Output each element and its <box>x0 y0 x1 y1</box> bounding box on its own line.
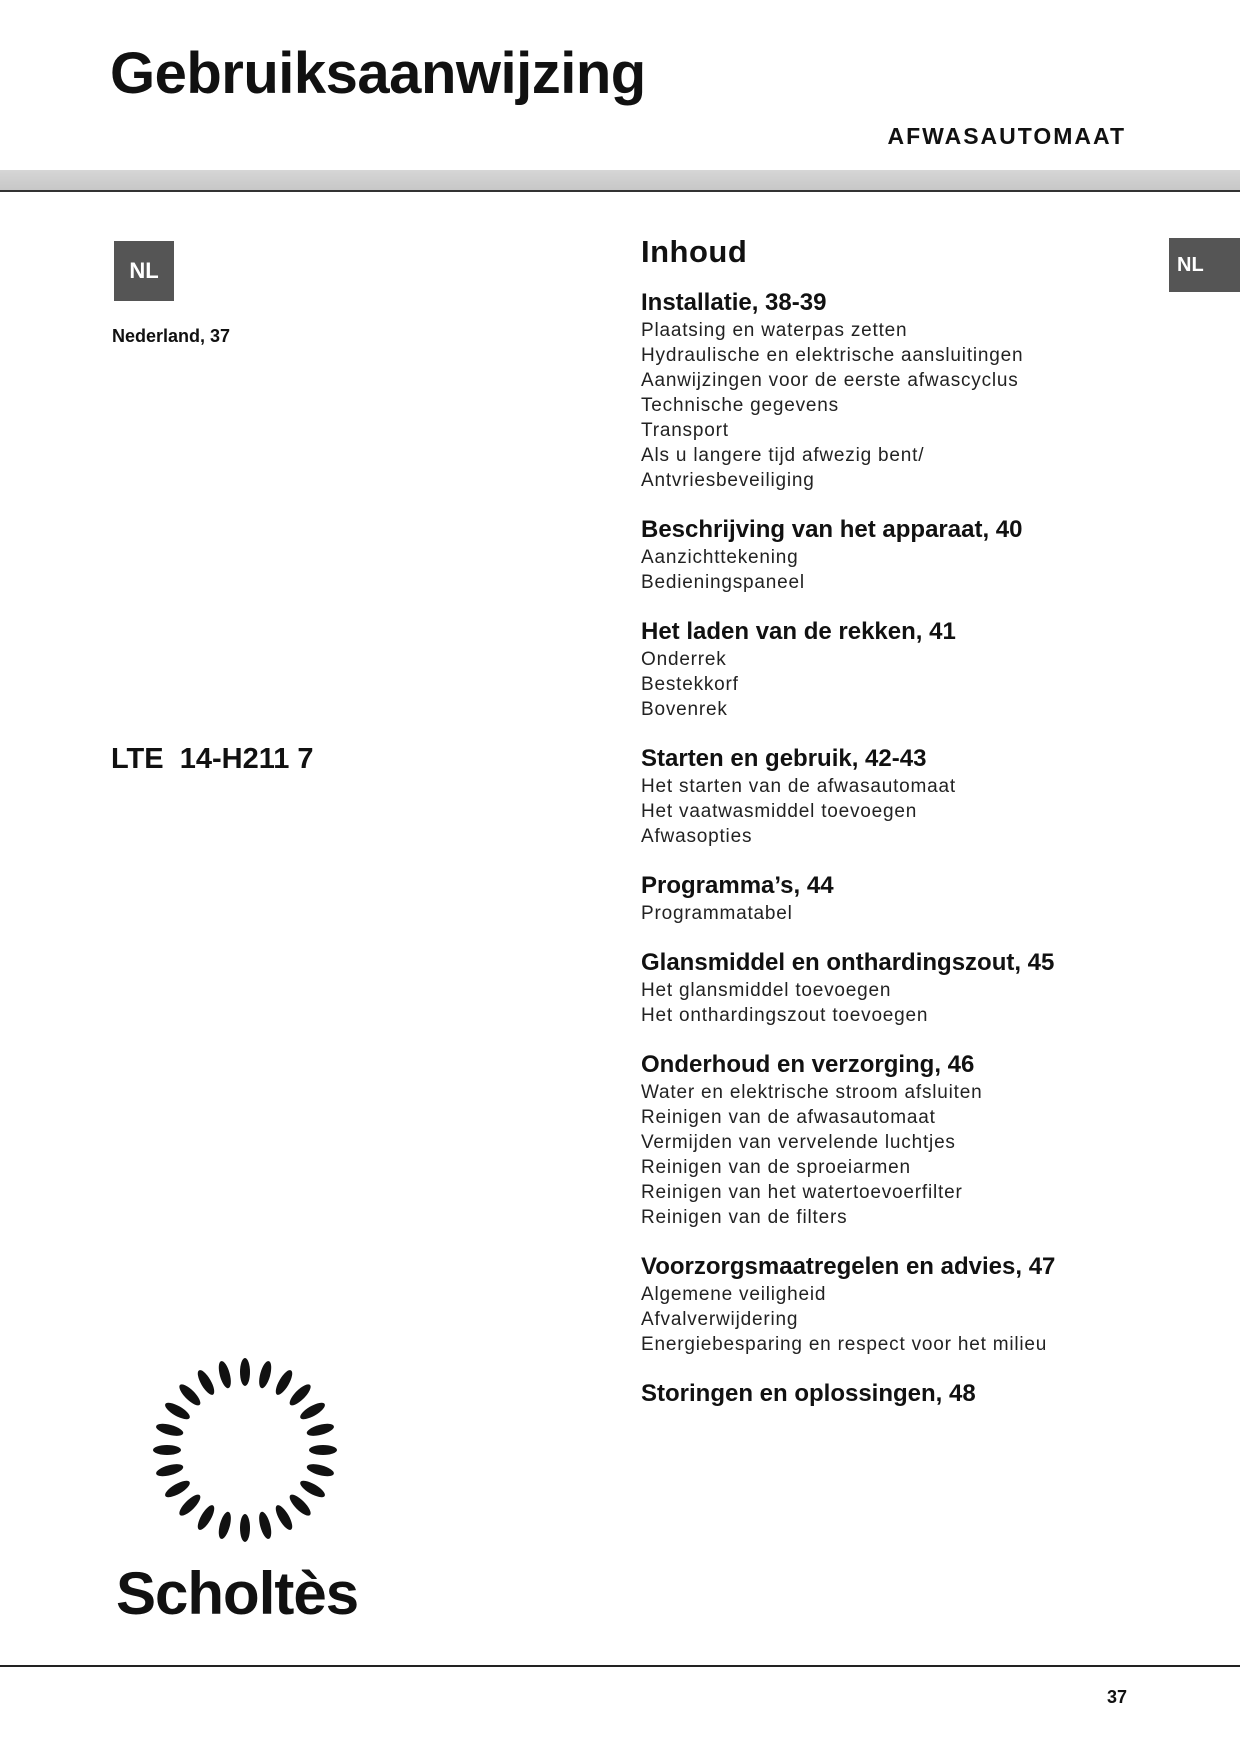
toc-item: Onderrek <box>641 649 727 670</box>
toc-item: Aanwijzingen voor de eerste afwascyclus <box>641 370 1019 391</box>
toc-section <box>641 871 1161 926</box>
logo-ray <box>195 1368 218 1397</box>
toc-section-title: Onderhoud en verzorging, 46 <box>641 1051 975 1078</box>
logo-ray <box>298 1478 327 1501</box>
toc-section-items <box>641 647 1161 722</box>
toc-section-title: Storingen en oplossingen, 48 <box>641 1380 976 1407</box>
toc-section-items <box>641 901 1161 926</box>
toc-section-items <box>641 545 1161 595</box>
logo-ray <box>306 1462 336 1479</box>
logo-ray <box>155 1421 185 1438</box>
logo-ray <box>273 1368 296 1397</box>
toc-section-items <box>641 318 1161 493</box>
toc-item: Het vaatwasmiddel toevoegen <box>641 801 918 822</box>
logo-ray <box>176 1381 203 1408</box>
toc-item: Reinigen van de sproeiarmen <box>641 1157 911 1178</box>
toc-section <box>641 948 1161 1028</box>
toc-item: Antvriesbeveiliging <box>641 470 815 491</box>
toc-section-title: Installatie, 38-39 <box>641 289 827 316</box>
logo-ray <box>240 1514 250 1542</box>
toc-section-title: Beschrijving van het apparaat, 40 <box>641 516 1023 543</box>
toc-section-title: Voorzorgsmaatregelen en advies, 47 <box>641 1253 1056 1280</box>
logo-ray <box>257 1511 274 1541</box>
language-badge: NL <box>114 241 174 301</box>
brand-name: Scholtès <box>116 1560 359 1626</box>
toc-item: Het onthardingszout toevoegen <box>641 1005 929 1026</box>
logo-ray <box>153 1445 181 1455</box>
toc-sections <box>641 288 1161 1409</box>
toc-section-title: Glansmiddel en onthardingszout, 45 <box>641 949 1055 976</box>
toc-item: Reinigen van de filters <box>641 1207 848 1228</box>
toc-item: Afwasopties <box>641 826 753 847</box>
logo-ray <box>195 1503 218 1532</box>
toc-section-items <box>641 978 1161 1028</box>
logo-ray <box>155 1462 185 1479</box>
toc-section-items <box>641 1080 1161 1230</box>
toc-section <box>641 1252 1161 1357</box>
logo-ray <box>216 1360 233 1390</box>
toc-section <box>641 617 1161 722</box>
toc-item: Reinigen van het watertoevoerfilter <box>641 1182 963 1203</box>
toc-section-title: Starten en gebruik, 42-43 <box>641 745 927 772</box>
toc-section <box>641 1379 1161 1409</box>
toc-item: Afvalverwijdering <box>641 1309 799 1330</box>
logo-ray <box>273 1503 296 1532</box>
toc-section-title: Het laden van de rekken, 41 <box>641 618 956 645</box>
toc-item: Technische gegevens <box>641 395 839 416</box>
logo-ray <box>163 1478 192 1501</box>
page-number: 37 <box>1106 1687 1127 1707</box>
toc-section <box>641 744 1161 849</box>
toc-item: Programmatabel <box>641 903 793 924</box>
logo-ray <box>240 1358 250 1386</box>
sun-burst-logo-icon <box>153 1358 337 1542</box>
toc-item: Algemene veiligheid <box>641 1284 827 1305</box>
language-side-tab: NL <box>1169 238 1240 292</box>
logo-ray <box>176 1492 203 1519</box>
toc-item: Energiebesparing en respect voor het milieu <box>641 1334 1048 1355</box>
toc-section <box>641 288 1161 493</box>
toc-item: Als u langere tijd afwezig bent/ <box>641 445 925 466</box>
toc-item: Bedieningspaneel <box>641 572 805 593</box>
toc-item: Bovenrek <box>641 699 728 720</box>
table-of-contents <box>641 234 1161 1431</box>
toc-section-items <box>641 1282 1161 1357</box>
toc-item: Vermijden van vervelende luchtjes <box>641 1132 956 1153</box>
logo-ray <box>309 1445 337 1455</box>
logo-ray <box>287 1492 314 1519</box>
toc-section <box>641 1050 1161 1230</box>
logo-ray <box>216 1511 233 1541</box>
toc-section <box>641 515 1161 595</box>
toc-section-items <box>641 774 1161 849</box>
toc-item: Aanzichttekening <box>641 547 799 568</box>
toc-item: Hydraulische en elektrische aansluitingen <box>641 345 1024 366</box>
toc-section-title: Programma’s, 44 <box>641 872 834 899</box>
toc-item: Plaatsing en waterpas zetten <box>641 320 908 341</box>
logo-ray <box>306 1421 336 1438</box>
document-subtitle: AFWASAUTOMAAT <box>887 123 1126 149</box>
document-title: Gebruiksaanwijzing <box>110 41 646 106</box>
logo-ray <box>298 1400 327 1423</box>
header-divider <box>0 170 1240 192</box>
model-number: LTE 14-H211 7 <box>111 743 314 775</box>
logo-ray <box>257 1360 274 1390</box>
toc-heading: Inhoud <box>641 234 748 269</box>
toc-item: Reinigen van de afwasautomaat <box>641 1107 936 1128</box>
footer-divider <box>0 1665 1240 1667</box>
toc-item: Bestekkorf <box>641 674 739 695</box>
toc-item: Transport <box>641 420 729 441</box>
brand-logo <box>110 1346 390 1626</box>
toc-item: Het starten van de afwasautomaat <box>641 776 956 797</box>
toc-item: Water en elektrische stroom afsluiten <box>641 1082 983 1103</box>
logo-ray <box>163 1400 192 1423</box>
language-page-reference: Nederland, 37 <box>112 326 231 346</box>
toc-item: Het glansmiddel toevoegen <box>641 980 892 1001</box>
logo-ray <box>287 1381 314 1408</box>
